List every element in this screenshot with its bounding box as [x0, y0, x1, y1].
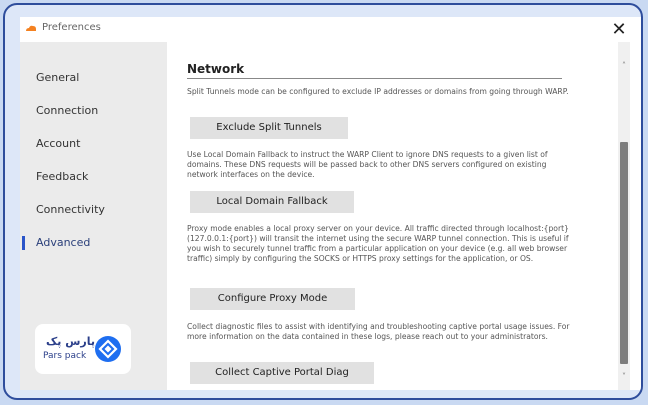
title-bar — [20, 17, 641, 42]
sidebar-item-advanced[interactable]: Advanced — [36, 236, 91, 249]
local-domain-fallback-button[interactable]: Local Domain Fallback — [190, 191, 354, 213]
cloudflare-cloud-icon — [25, 24, 37, 32]
captive-portal-description: Collect diagnostic files to assist with identifying and troubleshooting captive portal usage issues. For more information on the data contained in these logs, please reach out to your administrators. — [187, 322, 570, 341]
settings-content — [167, 42, 630, 390]
exclude-split-tunnels-button[interactable]: Exclude Split Tunnels — [190, 117, 348, 139]
parspack-diamond-icon — [95, 336, 121, 362]
close-button[interactable]: ✕ — [611, 19, 627, 40]
split-tunnels-description: Split Tunnels mode can be configured to exclude IP addresses or domains from going through WARP. — [187, 87, 569, 96]
section-divider — [187, 78, 562, 79]
proxy-description: Proxy mode enables a local proxy server on your device. All traffic directed through localhost:{port} (127.0.0.1:{port}) will transit the internet using the secure WARP tunnel connection. This is useful if you wish to securely tunnel traffic from a particular application on your device (e.g. all web browser traffic) simply by configuring the SOCKS or HTTPS proxy settings for the application, or OS. — [187, 224, 569, 263]
window-title: Preferences — [42, 22, 101, 33]
section-title: Network — [187, 62, 245, 76]
sidebar-item-connectivity[interactable]: Connectivity — [36, 203, 105, 216]
scroll-down-arrow-icon[interactable]: ˅ — [622, 372, 626, 381]
logo-text-en: Pars pack — [43, 351, 87, 361]
active-indicator — [22, 236, 25, 250]
logo-text-fa: پارس پک — [46, 335, 95, 348]
collect-captive-portal-diag-button[interactable]: Collect Captive Portal Diag — [190, 362, 374, 384]
sidebar-item-feedback[interactable]: Feedback — [36, 170, 89, 183]
sidebar — [20, 42, 167, 390]
configure-proxy-mode-button[interactable]: Configure Proxy Mode — [190, 288, 355, 310]
sidebar-item-general[interactable]: General — [36, 71, 80, 84]
scroll-up-arrow-icon[interactable]: ˄ — [622, 61, 626, 70]
local-domain-description: Use Local Domain Fallback to instruct the WARP Client to ignore DNS requests to a given list of domains. These DNS requests will be passed back to other DNS servers configured on existing network interfaces on the device. — [187, 150, 548, 179]
screenshot-frame — [3, 3, 643, 400]
scroll-thumb[interactable] — [620, 142, 628, 364]
preferences-window — [20, 17, 641, 390]
sidebar-item-connection[interactable]: Connection — [36, 104, 99, 117]
vertical-scrollbar[interactable] — [618, 42, 630, 390]
parspack-logo — [35, 324, 131, 374]
sidebar-item-account[interactable]: Account — [36, 137, 81, 150]
